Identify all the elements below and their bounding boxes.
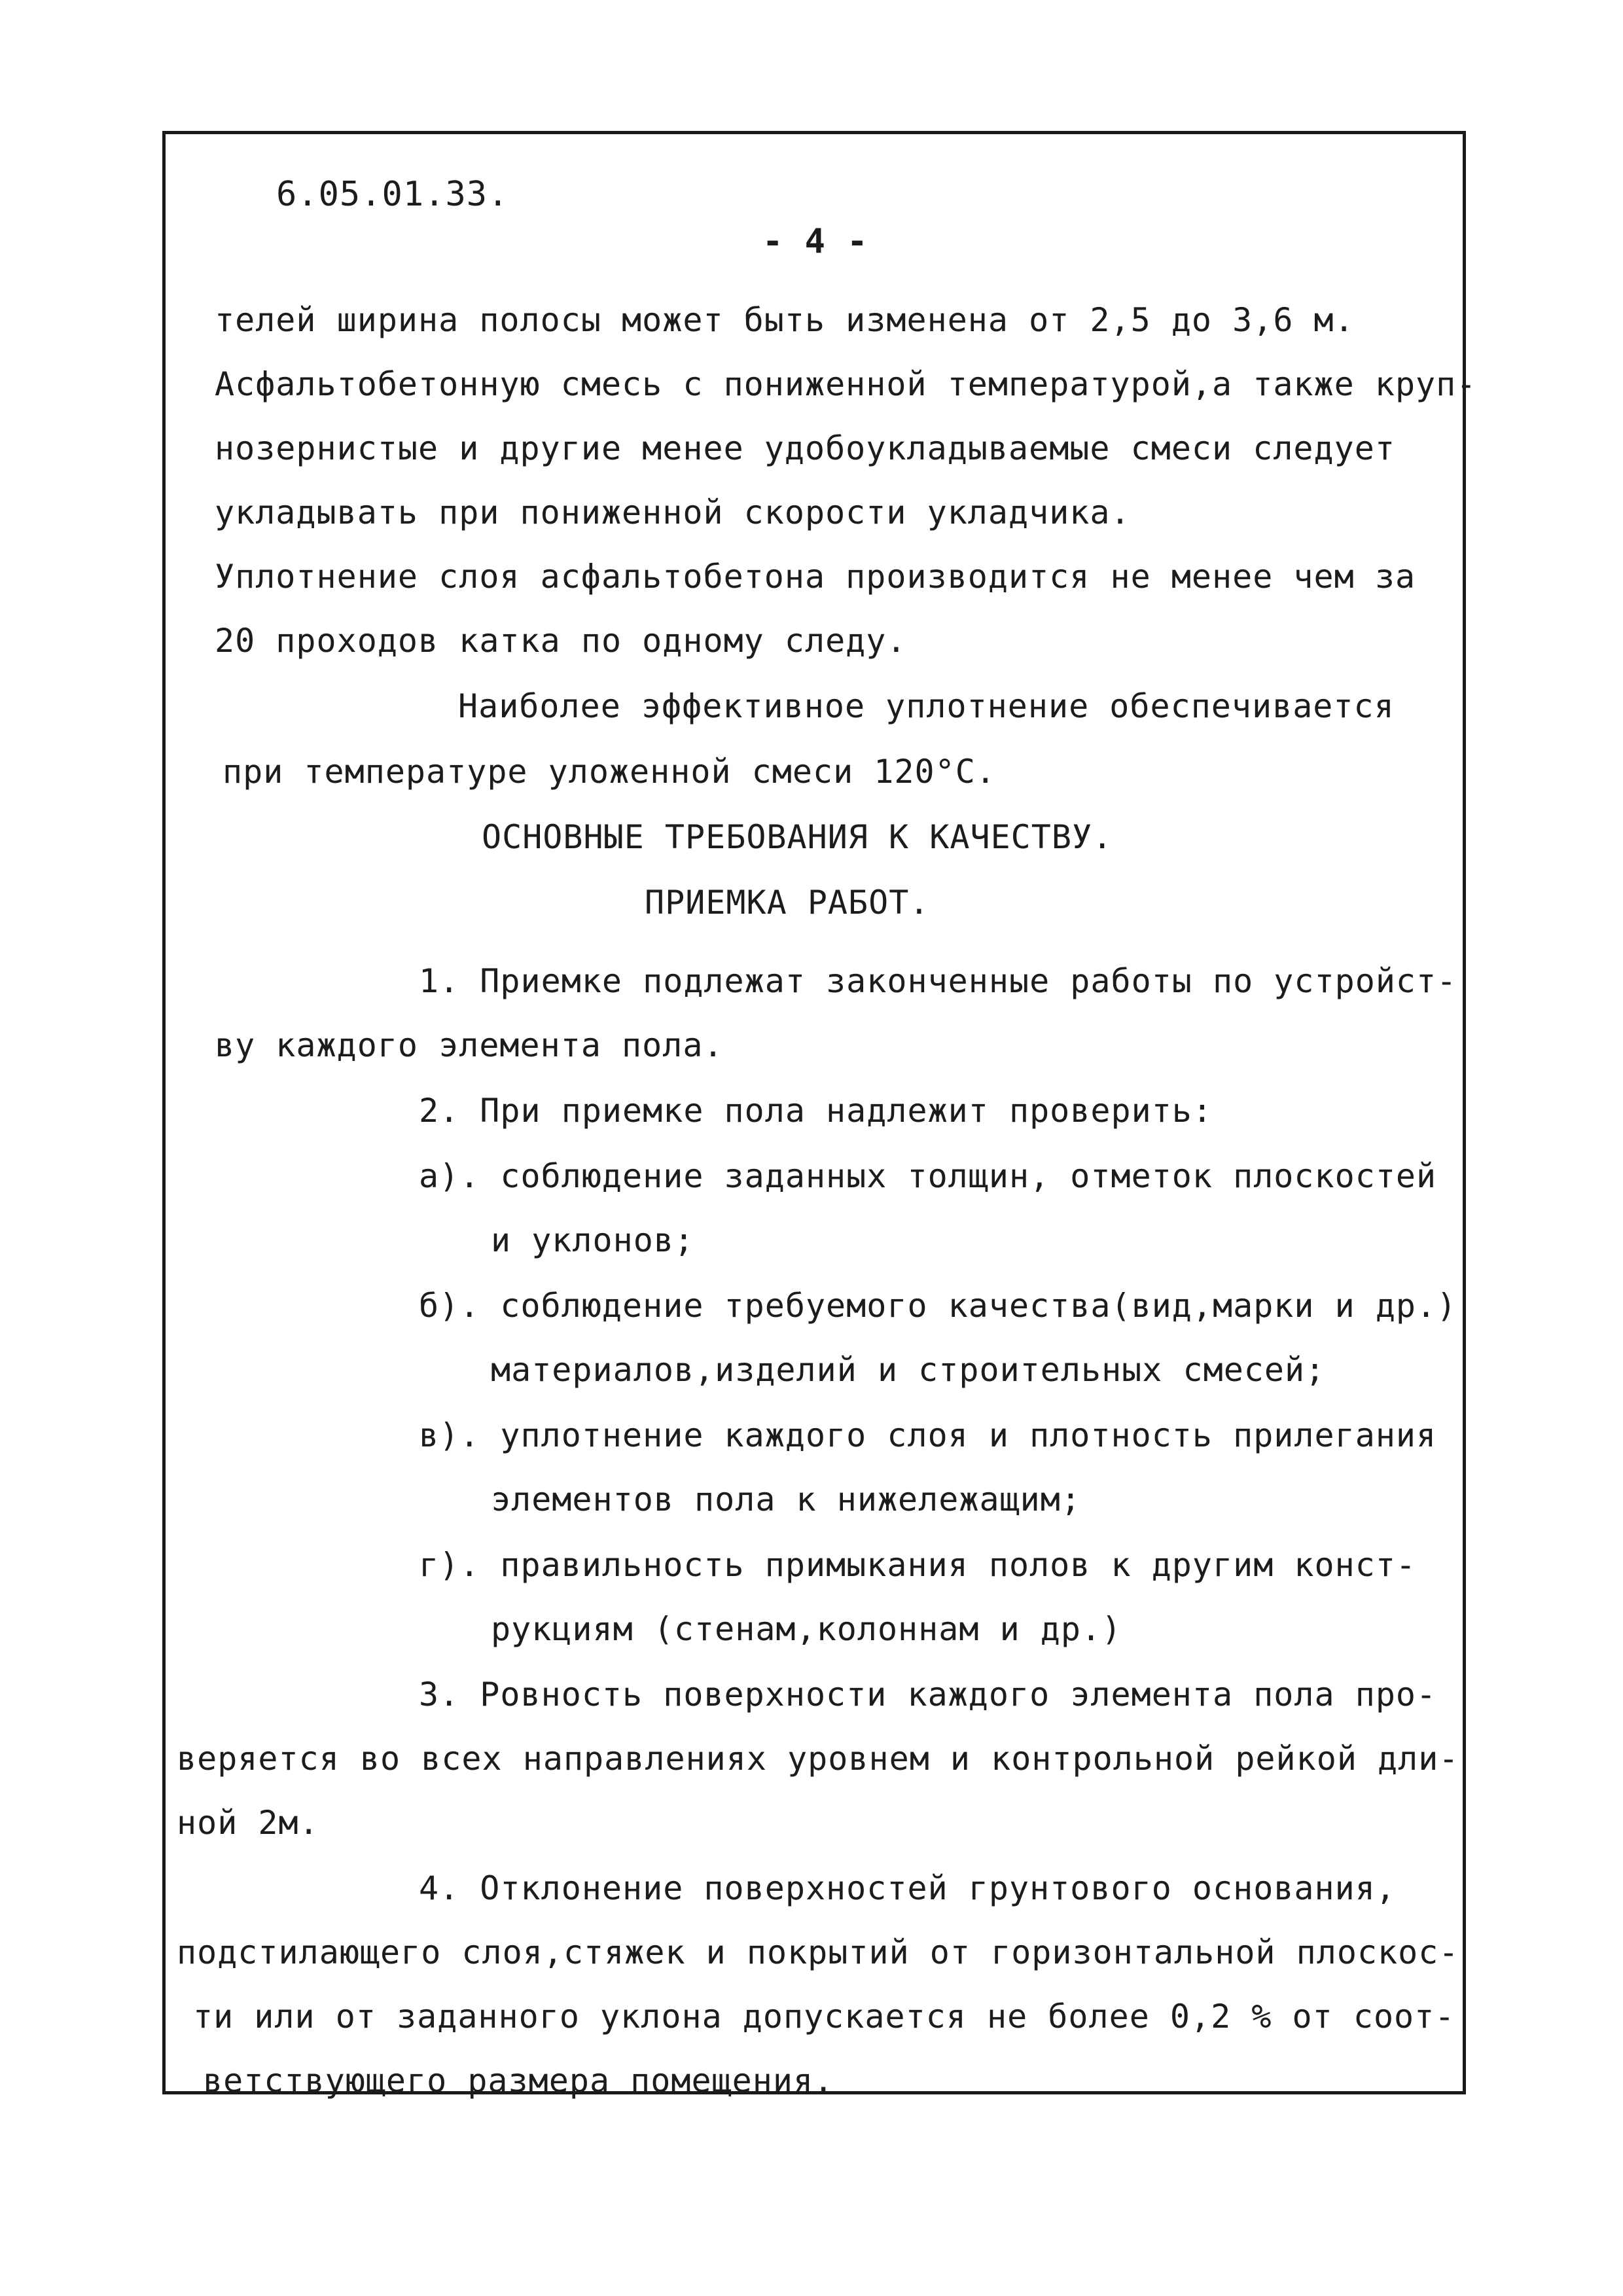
text-line: Уплотнение слоя асфальтобетона производится не менее чем за bbox=[215, 558, 1416, 596]
subitem-c-line-1: в). уплотнение каждого слоя и плотность прилегания bbox=[419, 1416, 1437, 1454]
subitem-b-line-2: материалов,изделий и строительных смесей; bbox=[491, 1351, 1326, 1389]
item-2: 2. При приемке пола надлежит проверить: bbox=[419, 1092, 1213, 1130]
text-line: Асфальтобетонную смесь с пониженной температурой,а также круп- bbox=[215, 365, 1477, 403]
item-4-line-2: подстилающего слоя,стяжек и покрытий от горизонтальной плоскос- bbox=[177, 1933, 1459, 1971]
text-line: Наиболее эффективное уплотнение обеспечивается bbox=[458, 687, 1395, 725]
text-line: при температуре уложенной смеси 120°С. bbox=[223, 753, 996, 791]
text-line: телей ширина полосы может быть изменена от 2,5 до 3,6 м. bbox=[215, 301, 1355, 339]
item-4-line-4: ветствующего размера помещения. bbox=[203, 2062, 834, 2100]
item-3-line-3: ной 2м. bbox=[177, 1804, 319, 1842]
text-line: 20 проходов катка по одному следу. bbox=[215, 622, 907, 660]
item-3-line-1: 3. Ровность поверхности каждого элемента пола про- bbox=[419, 1676, 1437, 1713]
document-code: 6.05.01.33. bbox=[276, 175, 509, 214]
subitem-d-line-2: рукциям (стенам,колоннам и др.) bbox=[491, 1610, 1122, 1648]
subitem-d-line-1: г). правильность примыкания полов к другим конст- bbox=[419, 1546, 1417, 1584]
subitem-a-line-2: и уклонов; bbox=[491, 1221, 695, 1259]
subitem-b-line-1: б). соблюдение требуемого качества(вид,марки и др.) bbox=[419, 1287, 1457, 1325]
text-line: укладывать при пониженной скорости укладчика. bbox=[215, 493, 1131, 531]
subitem-a-line-1: а). соблюдение заданных толщин, отметок плоскостей bbox=[419, 1157, 1437, 1195]
text-line: нозернистые и другие менее удобоукладываемые смеси следует bbox=[215, 429, 1395, 467]
item-1-line-1: 1. Приемке подлежат законченные работы по устройст- bbox=[419, 962, 1457, 1000]
item-1-line-2: ву каждого элемента пола. bbox=[215, 1026, 724, 1064]
subitem-c-line-2: элементов пола к нижележащим; bbox=[491, 1480, 1081, 1518]
item-4-line-3: ти или от заданного уклона допускается не более 0,2 % от соот- bbox=[193, 1998, 1455, 2036]
item-3-line-2: веряется во всех направлениях уровнем и контрольной рейкой дли- bbox=[177, 1740, 1459, 1778]
section-heading: ОСНОВНЫЕ ТРЕБОВАНИЯ К КАЧЕСТВУ. bbox=[482, 818, 1113, 856]
page-number: - 4 - bbox=[762, 222, 868, 261]
item-4-line-1: 4. Отклонение поверхностей грунтового основания, bbox=[419, 1869, 1396, 1907]
section-subheading: ПРИЕМКА РАБОТ. bbox=[645, 884, 930, 922]
